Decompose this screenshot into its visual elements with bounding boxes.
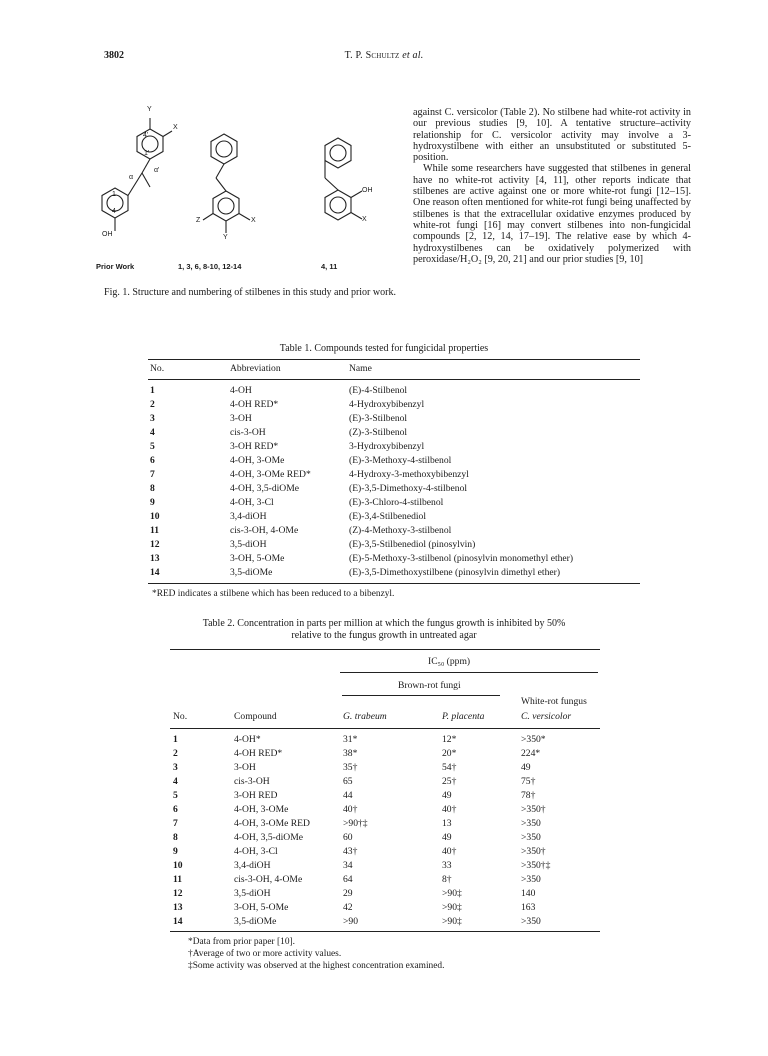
table2-cell-p-placenta: 49 xyxy=(442,790,452,801)
table2-row xyxy=(170,818,600,829)
table2-cell-g-trabeum: 43† xyxy=(343,846,358,857)
table1-title: Table 1. Compounds tested for fungicidal properties xyxy=(279,343,489,354)
table1-cell-no: 3 xyxy=(150,413,155,424)
table1-cell-name: (E)-5-Methoxy-3-stilbenol (pinosylvin monomethyl ether) xyxy=(349,553,574,564)
table1-cell-no: 12 xyxy=(150,539,160,550)
table2-header-brown-rot: Brown-rot fungi xyxy=(398,680,461,691)
table2-footnote-2: †Average of two or more activity values. xyxy=(188,949,342,959)
table2-cell-p-placenta: 40† xyxy=(442,804,457,815)
table2-cell-p-placenta: >90‡ xyxy=(442,902,462,913)
table2-cell-c-versicolor: >350 xyxy=(521,832,541,843)
table1-cell-name: (E)-3-Stilbenol xyxy=(349,413,408,424)
table1-row xyxy=(148,567,640,578)
table1-cell-no: 1 xyxy=(150,385,155,396)
table2-header-rule xyxy=(170,728,600,729)
table2-row xyxy=(170,860,600,871)
table2-cell-no: 11 xyxy=(173,874,183,885)
table2-cell-p-placenta: >90‡ xyxy=(442,888,462,899)
atom-alpha: α xyxy=(129,174,134,181)
table2-body xyxy=(170,734,600,927)
table1-cell-name: (E)-3-Chloro-4-stilbenol xyxy=(349,497,444,508)
table1-cell-name: 4-Hydroxybibenzyl xyxy=(349,399,425,410)
table2-cell-c-versicolor: >350 xyxy=(521,874,541,885)
table1-cell-no: 5 xyxy=(150,441,155,452)
atom-y-mid: Y xyxy=(223,234,228,241)
table1-header-name: Name xyxy=(349,363,372,374)
table1-body xyxy=(148,385,640,578)
label-series-cis: 4, 11 xyxy=(321,262,338,271)
table1-cell-no: 7 xyxy=(150,469,155,480)
atom-one-prime: 1' xyxy=(144,150,150,157)
table2-header-compound: Compound xyxy=(234,711,277,722)
table2-cell-no: 3 xyxy=(173,762,178,773)
table2-cell-no: 6 xyxy=(173,804,178,815)
table2-cell-no: 9 xyxy=(173,846,178,857)
table2-title-line2: relative to the fungus growth in untreated agar xyxy=(291,630,477,641)
table1-row xyxy=(148,413,640,424)
table1-top-rule xyxy=(148,359,640,360)
table2-row xyxy=(170,902,600,913)
atom-y-top: Y xyxy=(147,106,152,113)
table2-cell-c-versicolor: 78† xyxy=(521,790,536,801)
table2-cell-c-versicolor: 224* xyxy=(521,748,541,759)
figure-caption: Fig. 1. Structure and numbering of stilbenes in this study and prior work. xyxy=(104,287,396,298)
table1-row xyxy=(148,539,640,550)
table2-row xyxy=(170,846,600,857)
table1-cell-no: 9 xyxy=(150,497,155,508)
table2-header-no: No. xyxy=(173,711,188,722)
table1-row xyxy=(148,511,640,522)
table2-header-ic50: IC₅₀ (ppm) xyxy=(428,656,471,667)
table1-cell-no: 14 xyxy=(150,567,160,578)
table2-cell-compound: 4-OH* xyxy=(234,734,261,745)
table1-row xyxy=(148,385,640,396)
table1-row xyxy=(148,427,640,438)
table2-cell-p-placenta: 12* xyxy=(442,734,457,745)
table1-bottom-rule xyxy=(148,583,640,584)
table1-cell-name: (E)-3,5-Dimethoxystilbene (pinosylvin dimethyl ether) xyxy=(349,567,561,578)
table1-cell-abbreviation: cis-3-OH xyxy=(230,427,266,438)
table2-cell-no: 14 xyxy=(173,916,183,927)
table2-cell-p-placenta: 8† xyxy=(442,874,452,885)
page-number: 3802 xyxy=(104,50,124,61)
atom-oh-cis: OH xyxy=(362,187,373,194)
table2-row xyxy=(170,874,600,885)
table1-cell-abbreviation: 4-OH, 3-OMe xyxy=(230,455,285,466)
running-head-etal: et al. xyxy=(402,50,424,61)
table2-brown-rot-rule xyxy=(342,695,500,696)
table2-cell-c-versicolor: 140 xyxy=(521,888,536,899)
table1-footnote: *RED indicates a stilbene which has been reduced to a bibenzyl. xyxy=(152,589,395,599)
table2-row xyxy=(170,888,600,899)
table1-cell-name: (E)-3,5-Stilbenediol (pinosylvin) xyxy=(349,539,476,550)
table2-row xyxy=(170,790,600,801)
table2-cell-g-trabeum: 34 xyxy=(343,860,353,871)
table2-cell-g-trabeum: 31* xyxy=(343,734,358,745)
table1-row xyxy=(148,553,640,564)
atom-z: Z xyxy=(196,217,201,224)
table2-cell-c-versicolor: >350† xyxy=(521,846,546,857)
table1-cell-no: 4 xyxy=(150,427,155,438)
table1-row xyxy=(148,455,640,466)
table1-cell-no: 10 xyxy=(150,511,160,522)
table2-cell-p-placenta: 13 xyxy=(442,818,452,829)
atom-x-mid: X xyxy=(251,217,256,224)
table1-header-rule xyxy=(148,379,640,380)
table1-cell-no: 6 xyxy=(150,455,155,466)
table2-top-rule xyxy=(170,649,600,650)
table1-cell-abbreviation: 4-OH RED* xyxy=(230,399,279,410)
table2-cell-c-versicolor: >350 xyxy=(521,916,541,927)
table2-cell-g-trabeum: 60 xyxy=(343,832,353,843)
table2-cell-g-trabeum: 64 xyxy=(343,874,353,885)
table2-cell-g-trabeum: 44 xyxy=(343,790,353,801)
table2-cell-p-placenta: 40† xyxy=(442,846,457,857)
table2-cell-no: 7 xyxy=(173,818,178,829)
atom-one: 1 xyxy=(112,191,116,198)
table1-cell-name: (Z)-4-Methoxy-3-stilbenol xyxy=(349,525,452,536)
table2-cell-compound: 3-OH RED xyxy=(234,790,278,801)
running-head-initials: T. P. xyxy=(344,50,363,61)
table1-row xyxy=(148,525,640,536)
table2-cell-g-trabeum: 65 xyxy=(343,776,353,787)
table2-row xyxy=(170,734,600,745)
table2-header-p-placenta: P. placenta xyxy=(442,711,485,722)
table1-cell-abbreviation: cis-3-OH, 4-OMe xyxy=(230,525,299,536)
stilbene-structures-diagram xyxy=(100,98,400,278)
table1-header-abbreviation: Abbreviation xyxy=(230,363,281,374)
table1-cell-abbreviation: 3-OH, 5-OMe xyxy=(230,553,285,564)
table2-ic50-rule xyxy=(340,672,598,673)
table2-cell-compound: 4-OH, 3-OMe RED xyxy=(234,818,310,829)
table1-row xyxy=(148,469,640,480)
table2-cell-no: 12 xyxy=(173,888,183,899)
table1-cell-name: (E)-3-Methoxy-4-stilbenol xyxy=(349,455,452,466)
table2-row xyxy=(170,832,600,843)
label-prior-work: Prior Work xyxy=(96,262,135,271)
table1-cell-abbreviation: 3-OH RED* xyxy=(230,441,279,452)
table1-cell-no: 2 xyxy=(150,399,155,410)
table2-footnote-1: *Data from prior paper [10]. xyxy=(188,937,295,947)
running-head-surname: Schultz xyxy=(365,50,400,61)
body-paragraph-1: against C. versicolor (Table 2). No stilbene had white-rot activity in our previous studies [9, 10]. A tentative structure–activity relationship for C. versicolor activity may involve a 3-hydroxystilbene with either an unsubstituted or substituted 5-position. xyxy=(413,107,691,164)
table2-cell-p-placenta: 54† xyxy=(442,762,457,773)
table2-cell-p-placenta: 49 xyxy=(442,832,452,843)
table1-cell-abbreviation: 4-OH, 3-Cl xyxy=(230,497,274,508)
table2-header-c-versicolor: C. versicolor xyxy=(521,711,572,722)
table2-cell-c-versicolor: >350† xyxy=(521,804,546,815)
table1-cell-name: (E)-3,5-Dimethoxy-4-stilbenol xyxy=(349,483,468,494)
table1-cell-abbreviation: 3,5-diOMe xyxy=(230,567,273,578)
table2-row xyxy=(170,916,600,927)
table1-cell-abbreviation: 3,4-diOH xyxy=(230,511,267,522)
table2-cell-p-placenta: 33 xyxy=(442,860,452,871)
table2-row xyxy=(170,762,600,773)
table2-cell-compound: 3,4-diOH xyxy=(234,860,271,871)
table2-cell-g-trabeum: 42 xyxy=(343,902,353,913)
running-head xyxy=(0,50,768,61)
table2-cell-no: 10 xyxy=(173,860,183,871)
table2-cell-c-versicolor: 75† xyxy=(521,776,536,787)
table1-cell-no: 8 xyxy=(150,483,155,494)
table2-cell-compound: cis-3-OH xyxy=(234,776,270,787)
table2-cell-compound: 3-OH, 5-OMe xyxy=(234,902,289,913)
atom-x-top: X xyxy=(173,124,178,131)
table2-row xyxy=(170,776,600,787)
table2-header-g-trabeum: G. trabeum xyxy=(343,711,387,722)
table2-cell-c-versicolor: >350* xyxy=(521,734,546,745)
table2-cell-c-versicolor: >350†‡ xyxy=(521,860,551,871)
table2-cell-no: 13 xyxy=(173,902,183,913)
table1-cell-abbreviation: 3-OH xyxy=(230,413,252,424)
atom-four: 4 xyxy=(112,208,116,215)
table2-row xyxy=(170,804,600,815)
table2-cell-c-versicolor: 163 xyxy=(521,902,536,913)
table2-cell-compound: 3-OH xyxy=(234,762,256,773)
table2-cell-c-versicolor: >350 xyxy=(521,818,541,829)
table2-cell-compound: 4-OH RED* xyxy=(234,748,283,759)
table1-row xyxy=(148,399,640,410)
table2-cell-g-trabeum: 35† xyxy=(343,762,358,773)
table1-cell-name: (Z)-3-Stilbenol xyxy=(349,427,408,438)
table1-row xyxy=(148,441,640,452)
atom-alpha-prime: α' xyxy=(154,167,160,174)
atom-x-cis: X xyxy=(362,216,367,223)
table2-cell-no: 4 xyxy=(173,776,178,787)
atom-four-prime: 4' xyxy=(143,132,149,139)
table2-cell-no: 2 xyxy=(173,748,178,759)
table2-cell-no: 5 xyxy=(173,790,178,801)
table2-cell-compound: cis-3-OH, 4-OMe xyxy=(234,874,303,885)
table1-cell-abbreviation: 4-OH xyxy=(230,385,252,396)
table2-footnote-3: ‡Some activity was observed at the highest concentration examined. xyxy=(188,961,445,971)
table1-cell-name: (E)-4-Stilbenol xyxy=(349,385,408,396)
table2-title-line1: Table 2. Concentration in parts per million at which the fungus growth is inhibited by 50% xyxy=(202,618,566,629)
table1-cell-name: 4-Hydroxy-3-methoxybibenzyl xyxy=(349,469,469,480)
table2-cell-compound: 4-OH, 3-Cl xyxy=(234,846,278,857)
table2-cell-g-trabeum: >90†‡ xyxy=(343,818,368,829)
table1-cell-name: 3-Hydroxybibenzyl xyxy=(349,441,425,452)
table2-cell-compound: 3,5-diOH xyxy=(234,888,271,899)
table2-cell-p-placenta: >90‡ xyxy=(442,916,462,927)
table2-cell-g-trabeum: >90 xyxy=(343,916,359,927)
table2-cell-c-versicolor: 49 xyxy=(521,762,531,773)
table2-cell-g-trabeum: 38* xyxy=(343,748,358,759)
table1-row xyxy=(148,497,640,508)
table2-cell-no: 1 xyxy=(173,734,178,745)
table1-cell-name: (E)-3,4-Stilbenediol xyxy=(349,511,426,522)
body-text-column xyxy=(413,107,691,265)
atom-oh-prior: OH xyxy=(102,231,113,238)
table1-cell-no: 13 xyxy=(150,553,160,564)
table2-cell-compound: 3,5-diOMe xyxy=(234,916,277,927)
table2-bottom-rule xyxy=(170,931,600,932)
table2-cell-p-placenta: 25† xyxy=(442,776,457,787)
table1-cell-no: 11 xyxy=(150,525,160,536)
table1-row xyxy=(148,483,640,494)
table2-cell-g-trabeum: 40† xyxy=(343,804,358,815)
table2-cell-compound: 4-OH, 3-OMe xyxy=(234,804,289,815)
table2-cell-compound: 4-OH, 3,5-diOMe xyxy=(234,832,304,843)
table2-cell-g-trabeum: 29 xyxy=(343,888,353,899)
body-paragraph-2: While some researchers have suggested that stilbenes in general have no white-rot activity [4, 11], other reports indicate that stilbenes are active against one or more white-rot fungi [12–15]. One reason often mentioned for white-rot fungi being unaffected by stilbenes is that the extracellular oxidative enzymes produced by white-rot fungi [16] may convert stilbenes into non-fungicidal compounds [2, 12, 14, 17–19]. The relative ease by which 4-hydroxystilbenes can be oxidatively polymerized with peroxidase/H₂O₂ [9, 20, 21] and our prior studies [9, 10] xyxy=(413,163,691,265)
figure-1 xyxy=(96,98,400,278)
table1-cell-abbreviation: 3,5-diOH xyxy=(230,539,267,550)
table1-cell-abbreviation: 4-OH, 3,5-diOMe xyxy=(230,483,300,494)
table2-cell-p-placenta: 20* xyxy=(442,748,457,759)
table2-row xyxy=(170,748,600,759)
table1-cell-abbreviation: 4-OH, 3-OMe RED* xyxy=(230,469,311,480)
table2-header-white-rot: White-rot fungus xyxy=(521,696,587,707)
label-series-main: 1, 3, 6, 8-10, 12-14 xyxy=(178,262,242,271)
table2-cell-no: 8 xyxy=(173,832,178,843)
table1-header-no: No. xyxy=(150,363,165,374)
